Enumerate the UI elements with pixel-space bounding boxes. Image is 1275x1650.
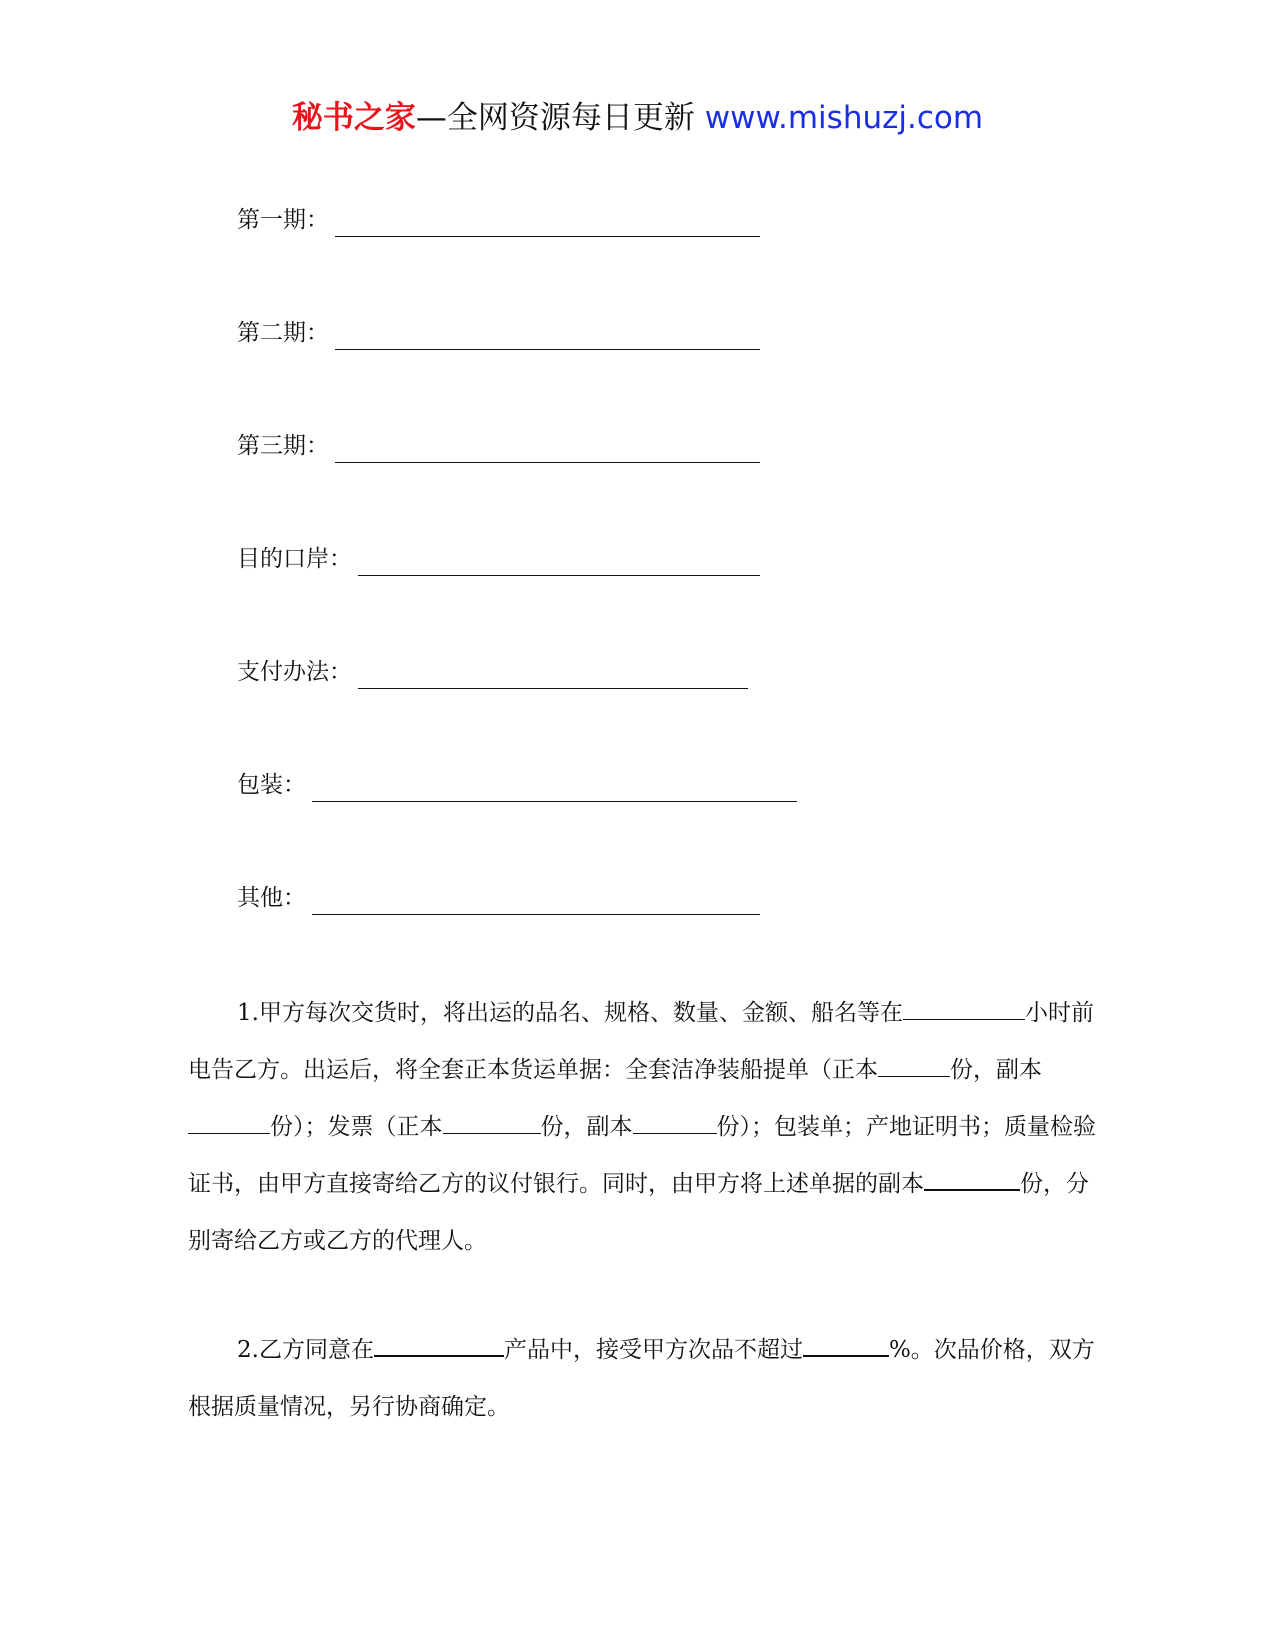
clause-text: 份，副本 — [540, 1114, 633, 1140]
fill-in-line — [358, 662, 748, 689]
field-label: 目的口岸： — [237, 546, 352, 572]
field-label: 其他： — [237, 885, 306, 911]
brand-name: 秘书之家 — [291, 100, 416, 136]
fill-in-blank — [188, 1111, 270, 1134]
clause-text: 份）；包装单；产地证明书；质量检验证书，由甲方直接寄给乙方的议付银行。同时，由甲方将上述单据的副本 — [188, 1114, 1096, 1197]
fill-in-line — [312, 888, 760, 915]
clause-text: %。次品价格，双方根据质量情况，另行协商确定。 — [188, 1337, 1095, 1420]
fill-in-blank — [443, 1111, 541, 1134]
field-destination-port — [237, 542, 760, 576]
field-label: 第三期： — [237, 433, 329, 459]
clause-text: 份，副本 — [950, 1057, 1042, 1083]
header-slogan: —全网资源每日更新 — [415, 100, 695, 136]
field-period-2 — [237, 316, 760, 350]
field-period-1 — [237, 203, 760, 237]
clause-text: 小时前电告乙方。出运后，将全套正本货运单据：全套洁净装船提单（正本 — [188, 1000, 1094, 1083]
clause-text: 2.乙方同意在 — [237, 1337, 374, 1363]
field-period-3 — [237, 429, 760, 463]
fill-in-blank — [374, 1333, 504, 1357]
fill-in-blank — [633, 1111, 717, 1134]
fill-in-line — [358, 549, 760, 576]
site-header — [0, 96, 1275, 140]
field-label: 包装： — [237, 772, 306, 798]
field-label: 支付办法： — [237, 659, 352, 685]
clause-2 — [188, 1322, 1100, 1436]
fill-in-blank — [803, 1333, 889, 1357]
fill-in-line — [335, 323, 760, 350]
clause-text: 份）；发票（正本 — [270, 1114, 443, 1140]
fill-in-line — [312, 775, 797, 802]
fill-in-line — [335, 210, 760, 237]
fill-in-blank — [878, 1054, 950, 1077]
field-payment-method — [237, 655, 748, 689]
field-packaging — [237, 768, 797, 802]
field-label: 第一期： — [237, 207, 329, 233]
clause-text: 1.甲方每次交货时，将出运的品名、规格、数量、金额、船名等在 — [237, 1000, 903, 1026]
field-label: 第二期： — [237, 320, 329, 346]
fill-in-blank — [903, 997, 1025, 1020]
clause-1-text — [188, 985, 1100, 1270]
clause-1 — [188, 985, 1100, 1270]
clause-text: 份，分别寄给乙方或乙方的代理人。 — [188, 1171, 1089, 1254]
clause-2-text — [188, 1322, 1100, 1436]
site-url[interactable]: www.mishuzj.com — [704, 100, 984, 136]
fill-in-blank — [924, 1167, 1020, 1191]
fill-in-line — [335, 436, 760, 463]
field-other — [237, 881, 760, 915]
clause-text: 产品中，接受甲方次品不超过 — [503, 1337, 803, 1363]
